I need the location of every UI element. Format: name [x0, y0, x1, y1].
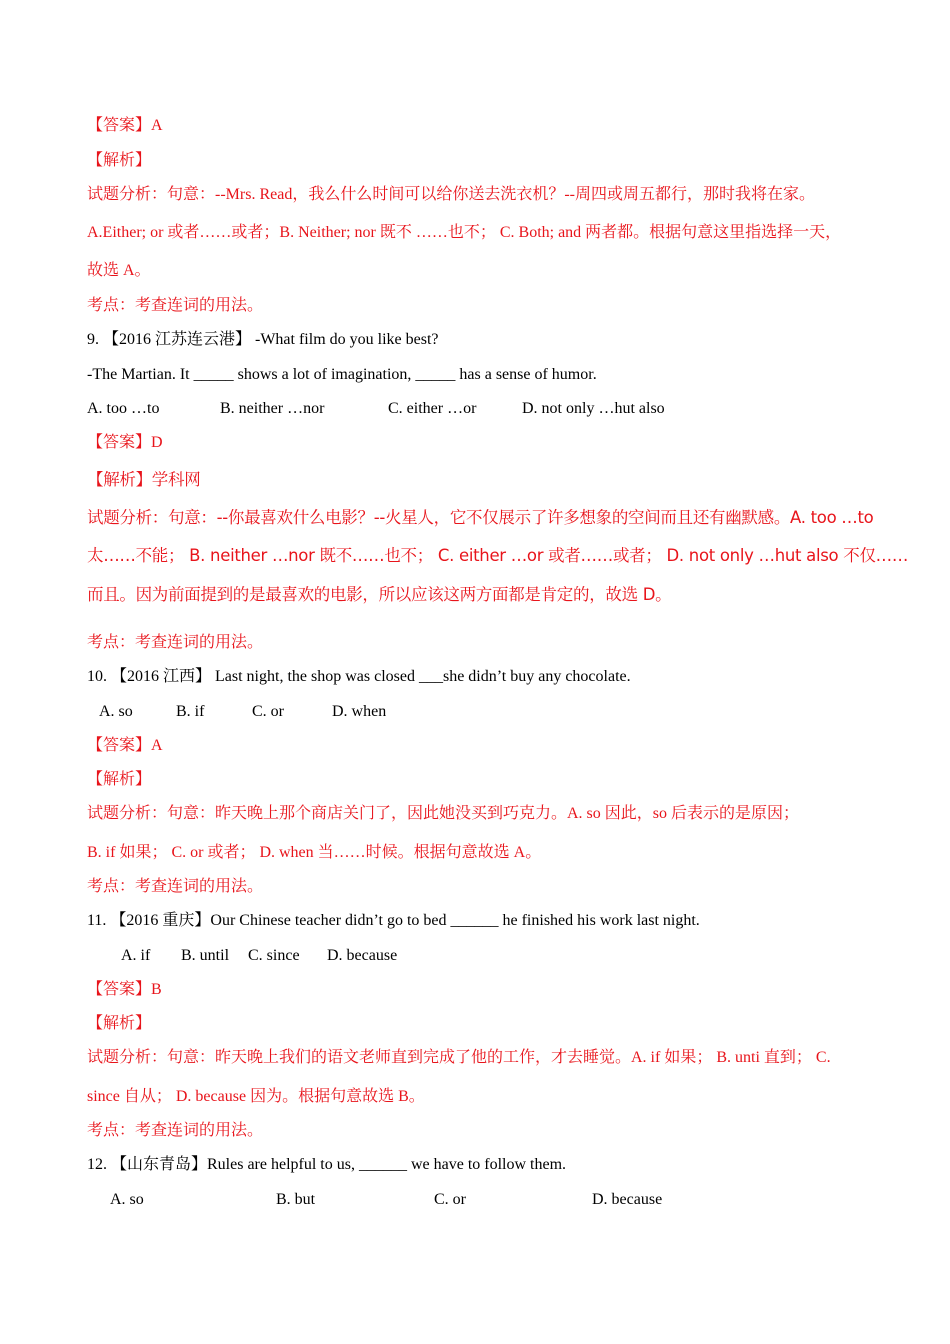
q11-answer: 【答案】B [87, 981, 162, 998]
q10-analysis-title: 【解析】 [87, 771, 152, 788]
q8-analysis-line-1: 试题分析：句意：--Mrs. Read，我么什么时间可以给你送去洗衣机？--周四或周五都行，那时我将在家。 [87, 186, 815, 203]
q9-option-d: D. not only …hut also [522, 400, 665, 417]
q9-stem: 9. 【2016 江苏连云港】 -What film do you like best? [87, 331, 439, 348]
q11-options [121, 946, 397, 966]
q10-analysis-line-2: B. if 如果； C. or 或者； D. when 当……时候。根据句意故选 A。 [87, 844, 542, 861]
q11-analysis-line-1: 试题分析：句意：昨天晚上我们的语文老师直到完成了他的工作，才去睡觉。A. if 如果； B. unti 直到； C. [87, 1049, 831, 1066]
q9-answer: 【答案】D [87, 434, 163, 451]
q12-option-d: D. because [592, 1191, 663, 1208]
q8-point: 考点：考查连词的用法。 [87, 297, 264, 314]
q10-stem: 10. 【2016 江西】 Last night, the shop was closed ___she didn’t buy any chocolate. [87, 668, 631, 685]
q9-point: 考点：考查连词的用法。 [87, 634, 264, 651]
q11-analysis-title: 【解析】 [87, 1015, 152, 1032]
q11-option-b: B. until [181, 947, 230, 964]
q11-option-c: C. since [248, 947, 300, 964]
q10-option-b: B. if [176, 703, 205, 720]
q11-point: 考点：考查连词的用法。 [87, 1122, 264, 1139]
q9-analysis-line-1: 试题分析：句意：--你最喜欢什么电影？--火星人，它不仅展示了许多想象的空间而且还有幽默感。A. too …to [87, 508, 874, 527]
q9-option-c: C. either …or [388, 400, 477, 417]
q8-analysis-line-3: 故选 A。 [87, 262, 151, 279]
q10-answer: 【答案】A [87, 737, 163, 754]
q12-option-b: B. but [276, 1191, 316, 1208]
q9-analysis-line-2: 太……不能； B. neither …nor 既不……也不； C. either …or 或者……或者； D. not only …hut also 不仅…… [87, 546, 909, 565]
q10-option-c: C. or [252, 703, 284, 720]
q8-answer: 【答案】A [87, 117, 163, 134]
q12-options [110, 1190, 662, 1210]
q12-option-c: C. or [434, 1191, 466, 1208]
q10-point: 考点：考查连词的用法。 [87, 878, 264, 895]
q11-stem: 11. 【2016 重庆】Our Chinese teacher didn’t go to bed ______ he finished his work last night. [87, 912, 700, 929]
q8-analysis-title: 【解析】 [87, 152, 152, 169]
q9-analysis-title: 【解析】学科网 [87, 470, 201, 489]
q10-option-d: D. when [332, 703, 387, 720]
q11-option-a: A. if [121, 947, 151, 964]
q9-options [87, 399, 665, 419]
q9-stem-2: -The Martian. It _____ shows a lot of imagination, _____ has a sense of humor. [87, 366, 597, 383]
q8-analysis-line-2: A.Either; or 或者……或者；B. Neither; nor 既不 ……也不； C. Both; and 两者都。根据句意这里指选择一天， [87, 224, 842, 241]
q10-options [99, 702, 386, 722]
q10-analysis-line-1: 试题分析：句意：昨天晚上那个商店关门了，因此她没买到巧克力。A. so 因此，so 后表示的是原因； [87, 805, 800, 822]
q9-analysis-line-3: 而且。因为前面提到的是最喜欢的电影，所以应该这两方面都是肯定的，故选 D。 [87, 585, 672, 604]
q12-stem: 12. 【山东青岛】Rules are helpful to us, ______ we have to follow them. [87, 1156, 567, 1173]
q11-option-d: D. because [327, 947, 398, 964]
q11-analysis-line-2: since 自从； D. because 因为。根据句意故选 B。 [87, 1088, 425, 1105]
q12-option-a: A. so [110, 1191, 144, 1208]
q9-option-a: A. too …to [87, 400, 160, 417]
q10-option-a: A. so [99, 703, 133, 720]
q9-option-b: B. neither …nor [220, 400, 325, 417]
